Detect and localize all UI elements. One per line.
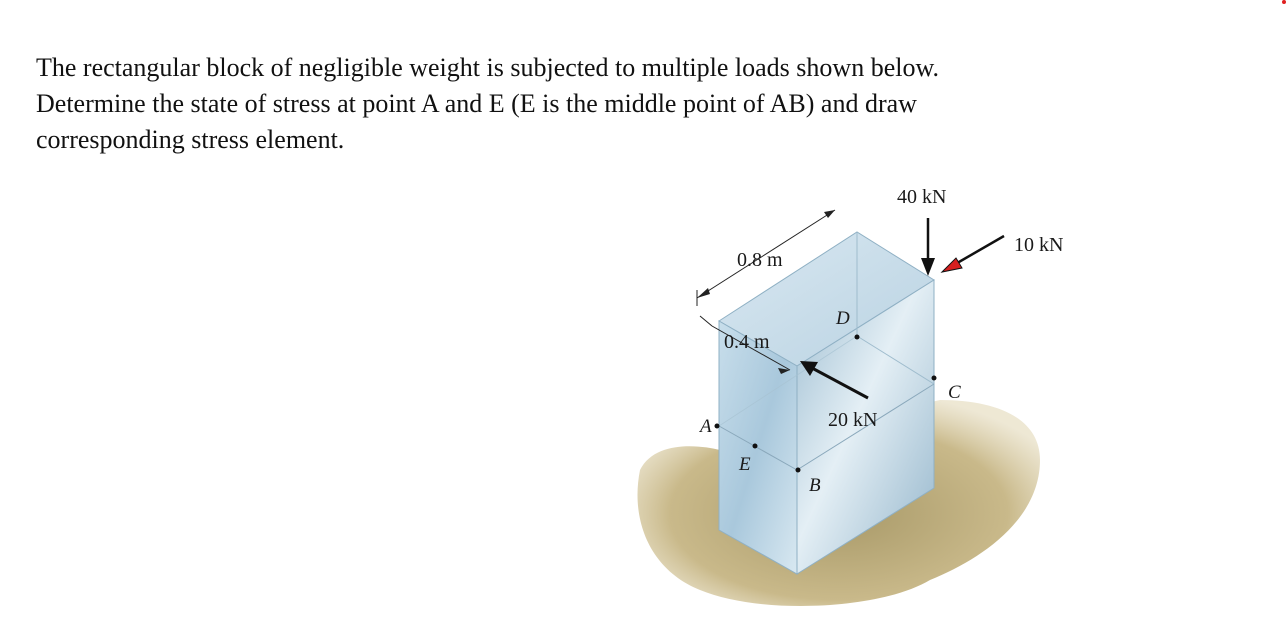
point-B-dot (796, 468, 801, 473)
point-D-label: D (836, 308, 850, 329)
dimension-depth-label: 0.8 m (737, 249, 783, 271)
problem-line-1: The rectangular block of negligible weight is subjected to multiple loads shown below. (36, 53, 940, 82)
dimension-width-label: 0.4 m (724, 331, 770, 353)
load-10kN-label: 10 kN (1014, 234, 1064, 256)
load-10kN-arrow (952, 236, 1004, 266)
point-C-dot (932, 376, 937, 381)
point-A-label: A (700, 416, 712, 437)
point-E-dot (753, 444, 758, 449)
load-40kN-label: 40 kN (897, 186, 947, 208)
corner-marker-dot (1282, 0, 1286, 4)
problem-line-2: Determine the state of stress at point A and E (E is the middle point of AB) and draw (36, 89, 917, 118)
point-A-dot (715, 424, 720, 429)
problem-line-3: corresponding stress element. (36, 125, 345, 154)
point-E-label: E (739, 454, 751, 475)
point-D-dot (855, 335, 860, 340)
point-C-label: C (948, 382, 961, 403)
point-B-label: B (809, 475, 821, 496)
load-20kN-label: 20 kN (828, 409, 878, 431)
